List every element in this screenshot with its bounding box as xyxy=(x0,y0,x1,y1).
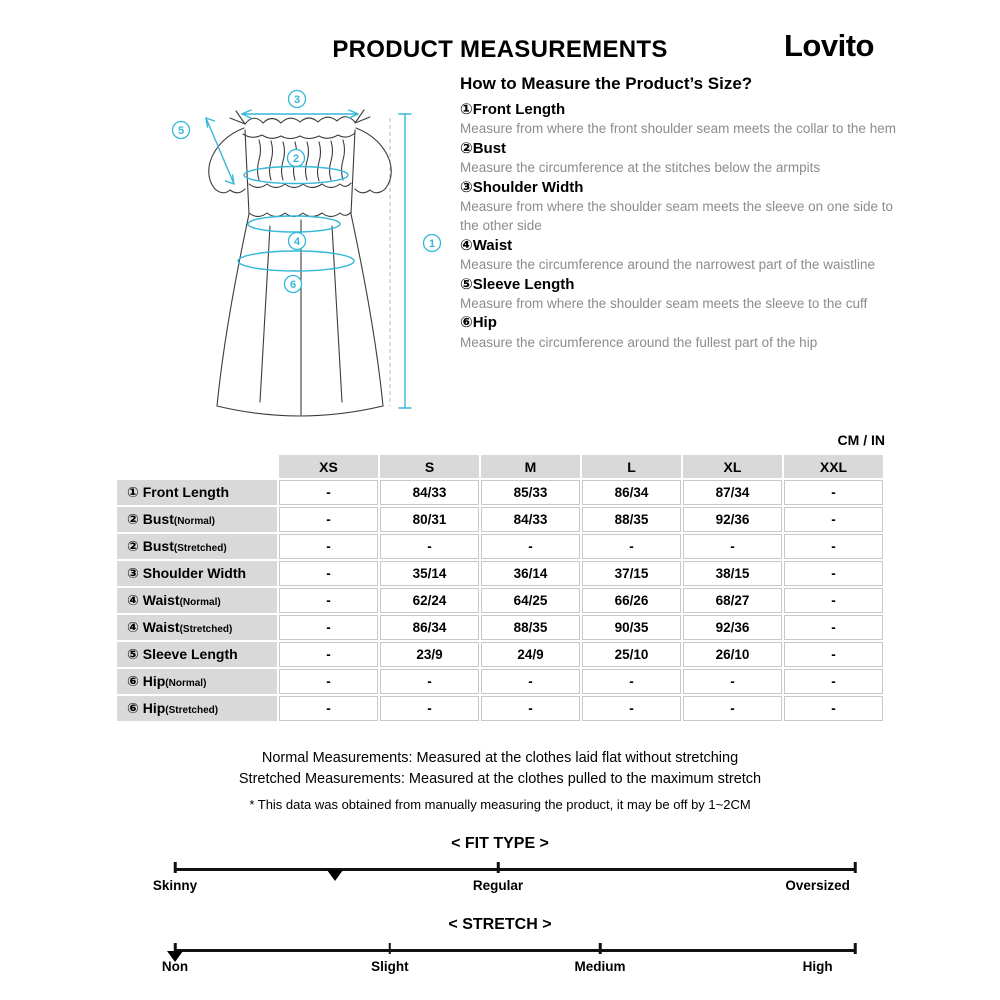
cell: - xyxy=(784,534,883,559)
item-description: Measure from where the shoulder seam meets the sleeve on one side to the other side xyxy=(460,199,893,234)
cell: 90/35 xyxy=(582,615,681,640)
item-label-line xyxy=(460,139,896,158)
item-description: Measure from where the shoulder seam meets the sleeve to the cuff xyxy=(460,296,868,312)
cell: 86/34 xyxy=(582,480,681,505)
how-to-item-front-length xyxy=(460,100,896,139)
cell: - xyxy=(279,534,378,559)
row-label-sub: (Stretched) xyxy=(173,543,227,554)
note-stretched: Stretched Measurements: Measured at the clothes pulled to the maximum stretch xyxy=(238,771,762,787)
cell: - xyxy=(784,480,883,505)
cell: 62/24 xyxy=(380,588,479,613)
item-label-line xyxy=(460,100,896,119)
item-label-line xyxy=(460,236,896,255)
badge-number: 2 xyxy=(292,153,300,165)
cell: 24/9 xyxy=(481,642,580,667)
item-label: Front Length xyxy=(472,101,566,118)
col-header-xl: XL xyxy=(683,455,782,478)
cell: - xyxy=(784,615,883,640)
bust-line xyxy=(244,167,348,184)
item-number: ⑥ xyxy=(460,314,473,332)
item-label: Shoulder Width xyxy=(472,178,584,196)
item-number: ② xyxy=(460,139,473,157)
cell: - xyxy=(481,669,580,694)
row-label-text: ② Bust xyxy=(127,511,174,527)
scale-tick xyxy=(599,943,602,954)
row-label xyxy=(117,507,277,532)
cell: - xyxy=(481,696,580,721)
cell: - xyxy=(683,669,782,694)
row-label-text: ⑥ Hip xyxy=(127,673,166,689)
item-description: Measure the circumference at the stitches below the armpits xyxy=(460,160,821,176)
badge-number: 6 xyxy=(289,279,297,291)
row-label xyxy=(117,615,277,640)
size-table xyxy=(115,453,885,723)
row-label xyxy=(117,561,277,586)
row-label xyxy=(117,642,277,667)
scale-tick xyxy=(174,862,177,873)
fit-type-scale xyxy=(152,862,855,898)
scale-tick xyxy=(389,943,392,954)
item-label: Bust xyxy=(472,139,507,157)
cell: - xyxy=(279,588,378,613)
cell: 35/14 xyxy=(380,561,479,586)
table-row xyxy=(117,615,883,640)
table-row xyxy=(117,642,883,667)
col-header-l: L xyxy=(582,455,681,478)
row-label-text: ④ Waist xyxy=(127,619,180,635)
how-to-item-hip xyxy=(460,313,896,352)
cell: - xyxy=(380,669,479,694)
row-label-sub: (Normal) xyxy=(165,678,207,689)
table-row xyxy=(117,534,883,559)
row-label-text: ③ Shoulder Width xyxy=(127,565,247,581)
fit-label-regular: Regular xyxy=(472,878,524,893)
fit-marker xyxy=(327,870,343,881)
row-label xyxy=(117,534,277,559)
badge-number: 1 xyxy=(428,238,436,250)
badge-shoulder-width xyxy=(289,91,306,108)
badge-front-length xyxy=(424,235,441,252)
stretch-label-medium: Medium xyxy=(574,959,626,974)
cell: - xyxy=(683,696,782,721)
row-label-text: ④ Waist xyxy=(127,592,180,608)
dress-measurement-svg xyxy=(118,84,463,429)
item-label: Hip xyxy=(472,314,497,332)
table-row xyxy=(117,696,883,721)
stretch-label-non: Non xyxy=(161,959,189,974)
cell: 26/10 xyxy=(683,642,782,667)
corner-cell xyxy=(117,455,277,478)
badge-sleeve-length xyxy=(173,122,190,139)
row-label-text: ⑥ Hip xyxy=(127,700,166,716)
item-number: ③ xyxy=(460,178,473,196)
cell: 84/33 xyxy=(481,507,580,532)
waist-line xyxy=(248,216,340,232)
cell: - xyxy=(784,696,883,721)
cell: - xyxy=(481,534,580,559)
stretch-scale-line xyxy=(175,949,855,952)
badge-number: 4 xyxy=(293,236,301,248)
badge-waist xyxy=(289,233,306,250)
row-label-text: ② Bust xyxy=(127,538,174,554)
front-length-line xyxy=(399,114,411,408)
cell: 92/36 xyxy=(683,507,782,532)
stretch-title: < STRETCH > xyxy=(448,916,552,933)
cell: 86/34 xyxy=(380,615,479,640)
cell: - xyxy=(582,534,681,559)
row-label xyxy=(117,669,277,694)
dress-diagram xyxy=(118,84,463,429)
item-label-line xyxy=(460,275,896,294)
cell: - xyxy=(683,534,782,559)
cell: - xyxy=(279,669,378,694)
item-label: Sleeve Length xyxy=(472,275,575,293)
cell: 68/27 xyxy=(683,588,782,613)
scale-tick xyxy=(854,943,857,954)
row-label-sub: (Stretched) xyxy=(179,624,233,635)
cell: - xyxy=(582,696,681,721)
item-label: Waist xyxy=(472,236,513,254)
cell: - xyxy=(279,642,378,667)
cell: 88/35 xyxy=(481,615,580,640)
item-number: ④ xyxy=(460,236,473,254)
how-to-item-sleeve-length xyxy=(460,275,896,314)
cell: 36/14 xyxy=(481,561,580,586)
how-to-section xyxy=(460,74,896,352)
fit-scale-line xyxy=(175,868,855,871)
scale-tick xyxy=(497,862,500,873)
cell: - xyxy=(279,615,378,640)
cell: 38/15 xyxy=(683,561,782,586)
item-label-line xyxy=(460,313,896,332)
row-label-sub: (Stretched) xyxy=(165,705,219,716)
cell: - xyxy=(784,507,883,532)
table-row xyxy=(117,507,883,532)
fit-type-title: < FIT TYPE > xyxy=(451,835,549,852)
row-label-sub: (Normal) xyxy=(179,597,221,608)
table-header-row xyxy=(117,455,883,478)
badge-number: 5 xyxy=(177,125,185,137)
cell: - xyxy=(784,561,883,586)
cell: 92/36 xyxy=(683,615,782,640)
cell: - xyxy=(784,588,883,613)
cell: - xyxy=(784,669,883,694)
cell: 88/35 xyxy=(582,507,681,532)
how-to-title: How to Measure the Product’s Size? xyxy=(460,74,753,93)
stretch-scale xyxy=(161,943,855,979)
cell: 85/33 xyxy=(481,480,580,505)
unit-label: CM / IN xyxy=(837,432,885,448)
how-to-item-bust xyxy=(460,139,896,178)
cell: - xyxy=(582,669,681,694)
page-title: PRODUCT MEASUREMENTS xyxy=(332,36,668,63)
col-header-xxl: XXL xyxy=(784,455,883,478)
scale-tick xyxy=(854,862,857,873)
row-label-sub: (Normal) xyxy=(173,516,215,527)
sleeve-length-line xyxy=(206,118,234,184)
badge-hip xyxy=(285,276,302,293)
item-number: ① xyxy=(460,101,473,118)
how-to-item-shoulder-width xyxy=(460,178,896,236)
row-label-text: ⑤ Sleeve Length xyxy=(127,646,238,662)
cell: - xyxy=(380,534,479,559)
cell: 23/9 xyxy=(380,642,479,667)
item-description: Measure the circumference around the narrowest part of the waistline xyxy=(460,257,875,273)
cell: 66/26 xyxy=(582,588,681,613)
cell: 37/15 xyxy=(582,561,681,586)
table-row xyxy=(117,588,883,613)
table-row xyxy=(117,669,883,694)
cell: - xyxy=(784,642,883,667)
cell: - xyxy=(279,696,378,721)
how-to-item-waist xyxy=(460,236,896,275)
table-row xyxy=(117,480,883,505)
cell: - xyxy=(279,480,378,505)
badge-bust xyxy=(288,150,305,167)
row-label xyxy=(117,480,277,505)
cell: 80/31 xyxy=(380,507,479,532)
stretch-label-high: High xyxy=(802,959,833,974)
item-description: Measure the circumference around the fullest part of the hip xyxy=(460,334,818,350)
cell: - xyxy=(279,561,378,586)
item-number: ⑤ xyxy=(460,275,473,293)
fit-label-oversized: Oversized xyxy=(785,878,850,893)
table-row xyxy=(117,561,883,586)
item-description: Measure from where the front shoulder seam meets the collar to the hem xyxy=(460,121,896,137)
cell: 87/34 xyxy=(683,480,782,505)
disclaimer-note: * This data was obtained from manually measuring the product, it may be off by 1~2CM xyxy=(249,797,751,812)
row-label-text: ① Front Length xyxy=(127,484,230,500)
stretch-label-slight: Slight xyxy=(371,959,409,974)
cell: 64/25 xyxy=(481,588,580,613)
brand-logo: Lovito xyxy=(784,28,874,63)
col-header-xs: XS xyxy=(279,455,378,478)
row-label xyxy=(117,588,277,613)
item-label-line xyxy=(460,178,896,197)
cell: - xyxy=(279,507,378,532)
fit-label-skinny: Skinny xyxy=(152,878,198,893)
cell: - xyxy=(380,696,479,721)
badge-number: 3 xyxy=(293,94,301,106)
note-normal: Normal Measurements: Measured at the clothes laid flat without stretching xyxy=(261,750,739,766)
col-header-s: S xyxy=(380,455,479,478)
cell: 25/10 xyxy=(582,642,681,667)
col-header-m: M xyxy=(481,455,580,478)
hip-line xyxy=(238,251,354,271)
row-label xyxy=(117,696,277,721)
cell: 84/33 xyxy=(380,480,479,505)
